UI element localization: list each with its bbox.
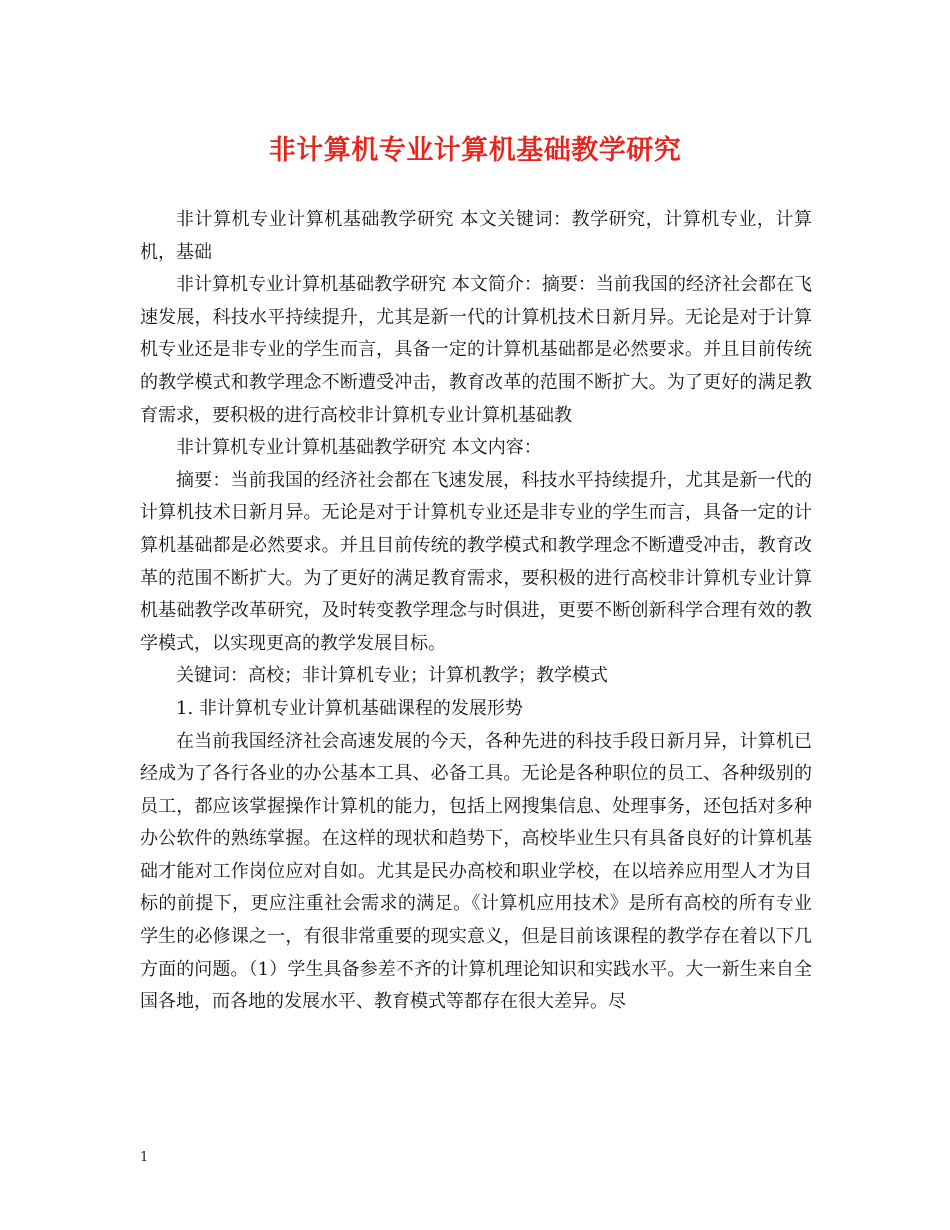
introduction-paragraph: 非计算机专业计算机基础教学研究 本文简介：摘要：当前我国的经济社会都在飞速发展，科技水平持续提升，尤其是新一代的计算机技术日新月异。无论是对于计算机专业还是非专业的学生而言，具备一定的计算机基础都是必然要求。并且目前传统的教学模式和教学理念不断遭受冲击，教育改革的范围不断扩大。为了更好的满足教育需求，要积极的进行高校非计算机专业计算机基础教 xyxy=(140,274,812,426)
page-number: 1 xyxy=(140,1150,149,1165)
section-heading: 1. 非计算机专业计算机基础课程的发展形势 xyxy=(176,697,523,719)
document-title: 非计算机专业计算机基础教学研究 xyxy=(268,135,682,166)
content-heading-paragraph: 非计算机专业计算机基础教学研究 本文内容： xyxy=(176,437,542,459)
body-paragraph: 在当前我国经济社会高速发展的今天，各种先进的科技手段日新月异，计算机已经成为了各行各业的办公基本工具、必备工具。无论是各种职位的员工、各种级别的员工，都应该掌握操作计算机的能力，包括上网搜集信息、处理事务，还包括对多种办公软件的熟练掌握。在这样的现状和趋势下，高校毕业生只有具备良好的计算机基础才能对工作岗位应对自如。尤其是民办高校和职业学校，在以培养应用型人才为目标的前提下，更应注重社会需求的满足。《计算机应用技术》是所有高校的所有专业学生的必修课之一，有很非常重要的现实意义，但是目前该课程的教学存在着以下几方面的问题。（1）学生具备参差不齐的计算机理论知识和实践水平。大一新生来自全国各地，而各地的发展水平、教育模式等都存在很大差异。尽 xyxy=(140,730,812,1013)
keywords-summary-paragraph: 非计算机专业计算机基础教学研究 本文关键词：教学研究，计算机专业，计算机，基础 xyxy=(140,209,812,263)
document-body xyxy=(140,204,812,1019)
abstract-paragraph: 摘要：当前我国的经济社会都在飞速发展，科技水平持续提升，尤其是新一代的计算机技术日新月异。无论是对于计算机专业还是非专业的学生而言，具备一定的计算机基础都是必然要求。并且目前传统的教学模式和教学理念不断遭受冲击，教育改革的范围不断扩大。为了更好的满足教育需求，要积极的进行高校非计算机专业计算机基础教学改革研究，及时转变教学理念与时俱进，更要不断创新科学合理有效的教学模式，以实现更高的教学发展目标。 xyxy=(140,469,812,654)
keywords-paragraph: 关键词：高校；非计算机专业；计算机教学；教学模式 xyxy=(176,665,608,687)
